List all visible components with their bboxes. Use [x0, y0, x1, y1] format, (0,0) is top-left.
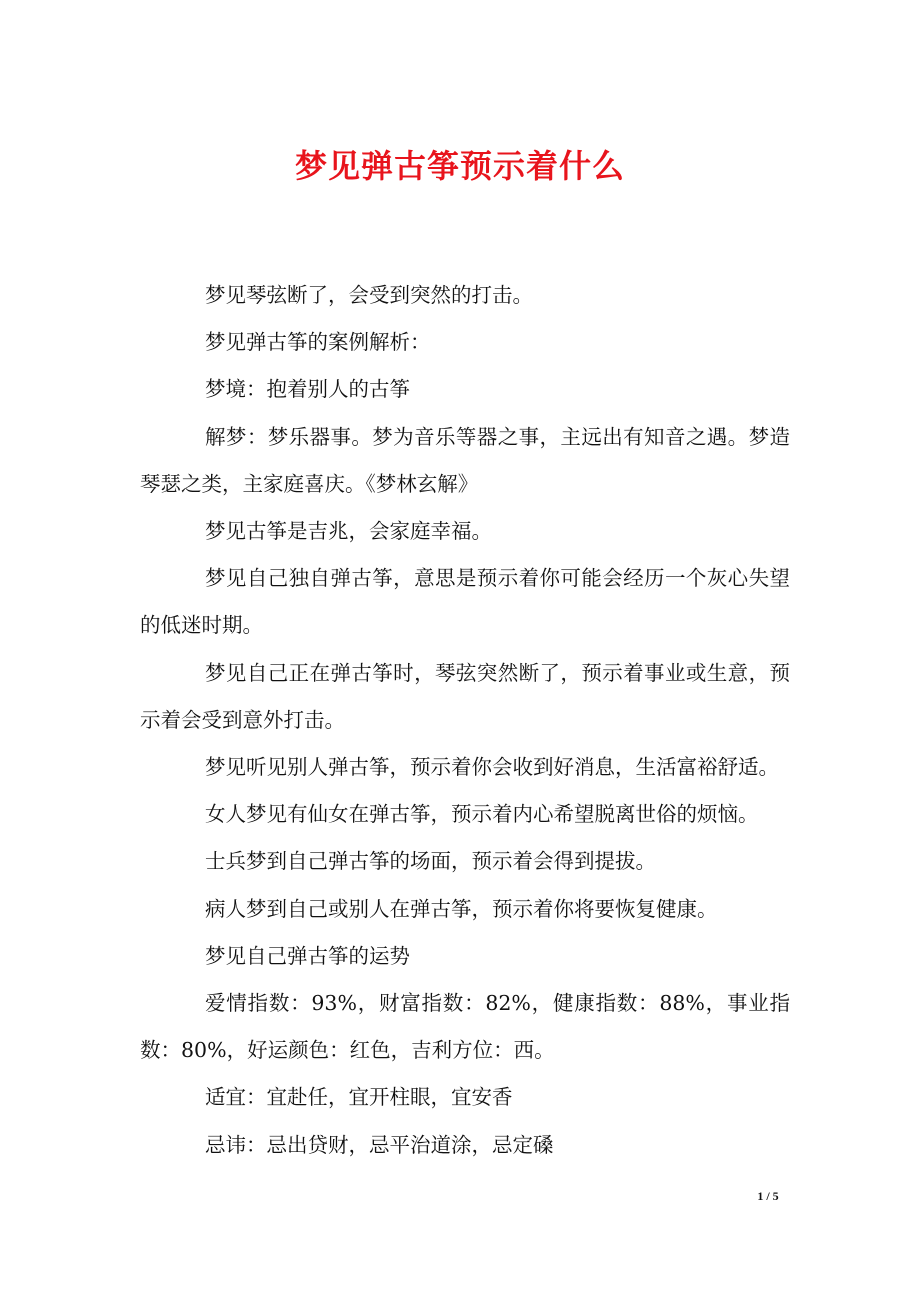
- paragraph: 梦境：抱着别人的古筝: [205, 377, 410, 402]
- paragraph: 梦见听见别人弹古筝，预示着你会收到好消息，生活富裕舒适。: [205, 755, 779, 780]
- paragraph: 士兵梦到自己弹古筝的场面，预示着会得到提拔。: [205, 849, 656, 874]
- paragraph: 女人梦见有仙女在弹古筝，预示着内心希望脱离世俗的烦恼。: [205, 802, 759, 827]
- paragraph: 梦见自己正在弹古筝时，琴弦突然断了，预示着事业或生意，预示着会受到意外打击。: [140, 660, 790, 732]
- paragraph: 病人梦到自己或别人在弹古筝，预示着你将要恢复健康。: [205, 896, 718, 921]
- paragraph: 梦见弹古筝的案例解析：: [205, 330, 431, 355]
- paragraph: 梦见自己弹古筝的运势: [205, 943, 410, 968]
- page-number: 1 / 5: [757, 1189, 779, 1203]
- document-body: [140, 272, 790, 1169]
- paragraph: 梦见自己独自弹古筝，意思是预示着你可能会经历一个灰心失望的低迷时期。: [140, 566, 790, 638]
- paragraph: 梦见琴弦断了，会受到突然的打击。: [205, 283, 533, 307]
- paragraph: 爱情指数：93%，财富指数：82%，健康指数：88%，事业指数：80%，好运颜色：红色，吉利方位：西。: [140, 991, 790, 1063]
- paragraph: 忌讳：忌出贷财，忌平治道涂，忌定磉: [205, 1132, 554, 1157]
- paragraph: 梦见古筝是吉兆，会家庭幸福。: [205, 519, 492, 544]
- paragraph: 适宜：宜赴任，宜开柱眼，宜安香: [205, 1085, 513, 1110]
- document-title: 梦见弹古筝预示着什么: [294, 147, 625, 185]
- paragraph: 解梦：梦乐器事。梦为音乐等器之事，主远出有知音之遇。梦造琴瑟之类，主家庭喜庆。《梦林玄解》: [140, 424, 790, 496]
